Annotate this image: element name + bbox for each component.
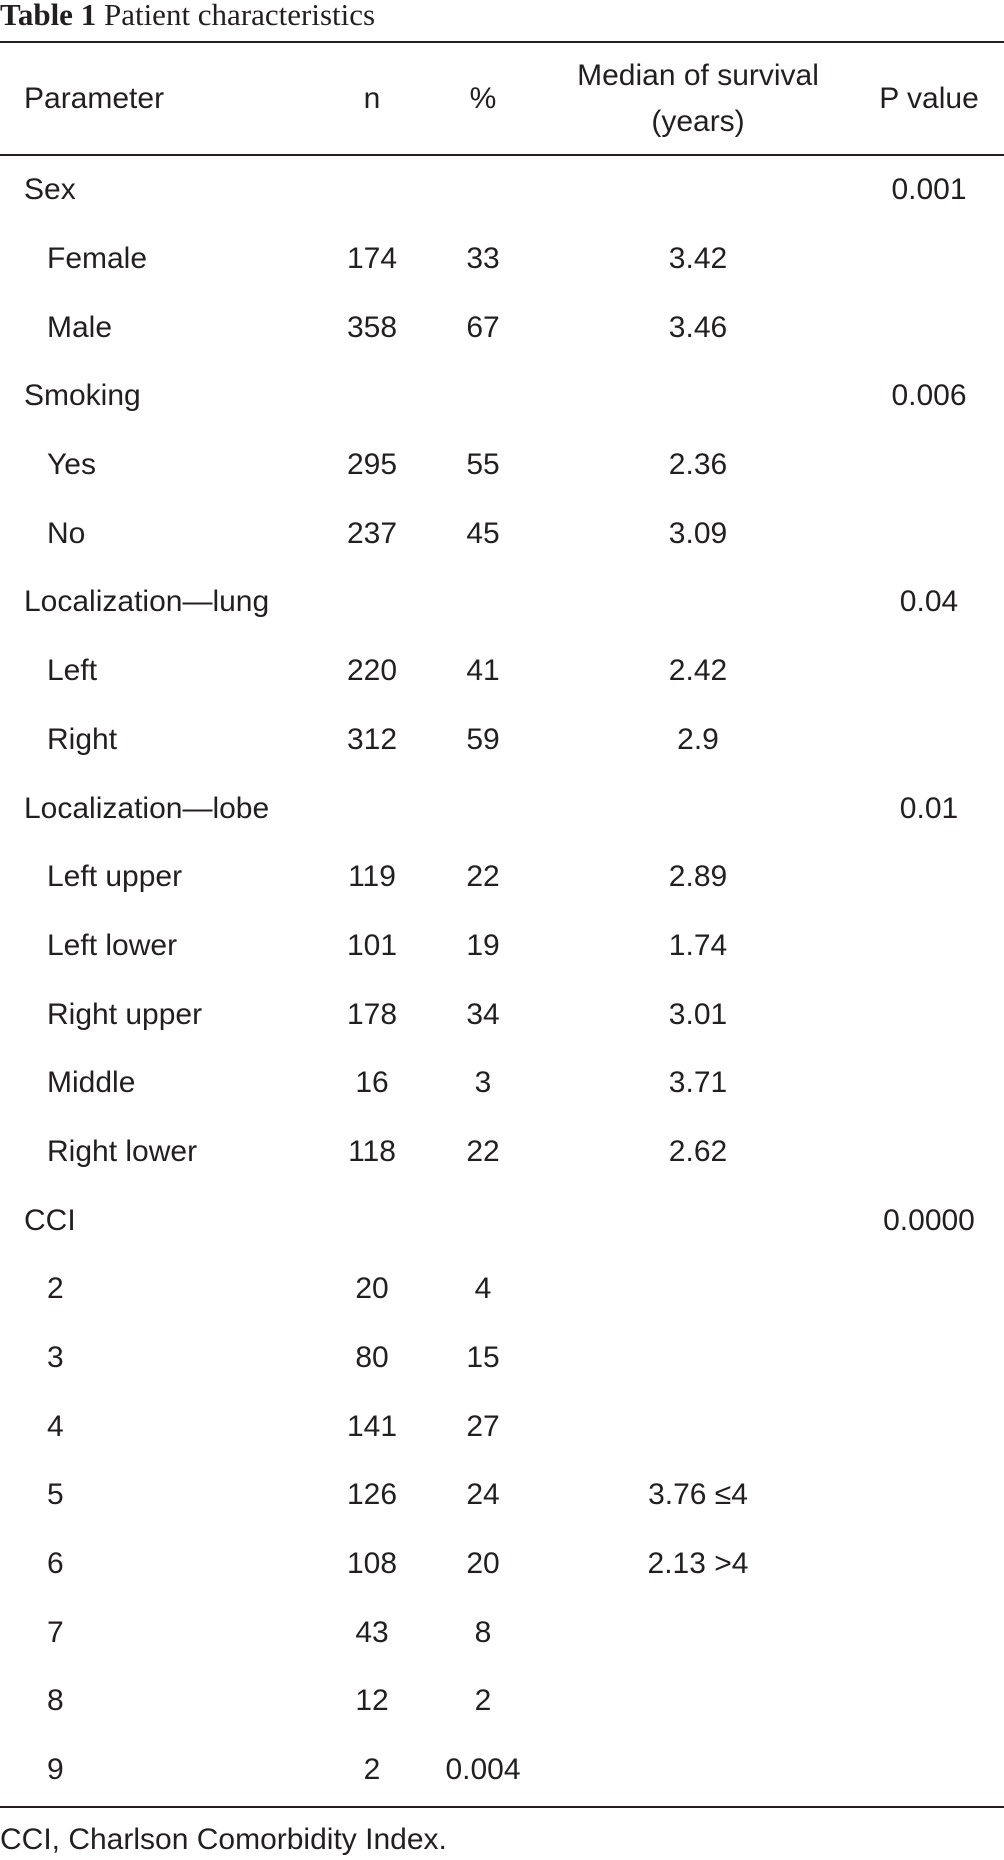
- cell-parameter: Left upper: [47, 860, 183, 894]
- table-row: [0, 706, 1004, 775]
- table-row: [0, 912, 1004, 981]
- table-group-row: [0, 1186, 1004, 1255]
- cell-percent: 41: [466, 654, 500, 688]
- cell-parameter: Sex: [24, 173, 76, 207]
- cell-percent: 24: [466, 1478, 500, 1512]
- table-group-row: [0, 156, 1004, 225]
- table-row: [0, 637, 1004, 706]
- cell-percent: 3: [474, 1066, 492, 1100]
- header-median-survival: [548, 43, 848, 154]
- cell-n: 80: [355, 1341, 389, 1375]
- cell-parameter: Right upper: [47, 997, 203, 1031]
- cell-percent: 20: [466, 1547, 500, 1581]
- table-group-row: [0, 568, 1004, 637]
- cell-n: 118: [348, 1134, 396, 1168]
- cell-p-value: [862, 1598, 996, 1667]
- cell-percent: 19: [466, 928, 500, 962]
- table-row: [0, 980, 1004, 1049]
- cell-median-survival: 3.09: [668, 516, 728, 550]
- cell-n: 2: [363, 1753, 381, 1787]
- cell-median-survival: 2.13 >4: [647, 1547, 749, 1581]
- cell-p-value: [862, 637, 996, 706]
- cell-median-survival: 1.74: [668, 928, 728, 962]
- cell-percent: 22: [466, 1134, 500, 1168]
- cell-p-value: [862, 499, 996, 568]
- cell-percent: [423, 156, 543, 225]
- cell-median-survival: 3.42: [668, 242, 728, 276]
- cell-parameter: Right: [47, 722, 118, 756]
- cell-percent: 4: [474, 1272, 492, 1306]
- table-row: [0, 1667, 1004, 1736]
- cell-n: 295: [346, 448, 398, 482]
- table-row: [0, 1255, 1004, 1324]
- cell-p-value: [862, 1667, 996, 1736]
- cell-n: [312, 568, 432, 637]
- cell-percent: 33: [466, 242, 500, 276]
- cell-parameter: 7: [47, 1615, 64, 1649]
- cell-percent: 55: [466, 448, 500, 482]
- cell-median-survival: [548, 568, 848, 637]
- cell-p-value: [862, 1324, 996, 1393]
- cell-n: [312, 1186, 432, 1255]
- cell-median-survival: [548, 1324, 848, 1393]
- table-row: [0, 1392, 1004, 1461]
- cell-parameter: Localization—lobe: [24, 791, 270, 825]
- cell-n: [312, 774, 432, 843]
- cell-median-survival: [548, 1186, 848, 1255]
- header-n: n: [363, 81, 381, 115]
- cell-median-survival: 2.9: [677, 722, 719, 756]
- cell-n: 119: [348, 860, 396, 894]
- cell-p-value: [862, 1736, 996, 1805]
- table-footnote: CCI, Charlson Comorbidity Index.: [0, 1823, 447, 1856]
- cell-parameter: Localization—lung: [24, 585, 270, 619]
- cell-p-value: [862, 1049, 996, 1118]
- cell-parameter: 3: [47, 1341, 64, 1375]
- table-group-row: [0, 362, 1004, 431]
- header-percent: %: [469, 81, 497, 115]
- cell-p-value: 0.04: [899, 585, 959, 619]
- cell-parameter: No: [47, 516, 86, 550]
- cell-n: 312: [346, 722, 398, 756]
- cell-n: [312, 156, 432, 225]
- cell-p-value: [862, 706, 996, 775]
- cell-p-value: [862, 1255, 996, 1324]
- cell-n: 126: [346, 1478, 398, 1512]
- table-row: [0, 499, 1004, 568]
- table-caption: [0, 0, 375, 34]
- cell-n: 43: [355, 1615, 389, 1649]
- cell-median-survival: [548, 362, 848, 431]
- cell-parameter: 9: [47, 1753, 64, 1787]
- cell-percent: 34: [466, 997, 500, 1031]
- table-body: [0, 156, 1004, 1805]
- table-row: [0, 431, 1004, 500]
- cell-percent: 27: [466, 1409, 500, 1443]
- cell-p-value: [862, 1392, 996, 1461]
- table-caption-title: Patient characteristics: [103, 0, 376, 32]
- cell-median-survival: 3.01: [668, 997, 728, 1031]
- cell-n: [312, 362, 432, 431]
- table-row: [0, 1118, 1004, 1187]
- cell-parameter: 4: [47, 1409, 64, 1443]
- cell-parameter: Left: [47, 654, 98, 688]
- cell-median-survival: [548, 774, 848, 843]
- table-row: [0, 1049, 1004, 1118]
- cell-percent: [423, 1186, 543, 1255]
- cell-n: 12: [355, 1684, 389, 1718]
- header-p-value: P value: [879, 81, 979, 115]
- cell-percent: 0.004: [445, 1753, 521, 1787]
- cell-median-survival: [548, 1392, 848, 1461]
- cell-percent: 15: [466, 1341, 500, 1375]
- table-row: [0, 1736, 1004, 1805]
- cell-percent: 8: [474, 1615, 492, 1649]
- cell-p-value: [862, 912, 996, 981]
- cell-p-value: [862, 431, 996, 500]
- cell-parameter: Right lower: [47, 1134, 198, 1168]
- cell-p-value: 0.0000: [883, 1203, 975, 1237]
- cell-n: 16: [355, 1066, 389, 1100]
- cell-n: 358: [346, 310, 398, 344]
- cell-n: 20: [355, 1272, 389, 1306]
- cell-percent: 59: [466, 722, 500, 756]
- cell-parameter: Smoking: [24, 379, 141, 413]
- cell-median-survival: [548, 156, 848, 225]
- cell-median-survival: 2.62: [668, 1134, 728, 1168]
- cell-percent: 67: [466, 310, 500, 344]
- table-row: [0, 225, 1004, 294]
- table-row: [0, 1461, 1004, 1530]
- cell-n: 220: [346, 654, 398, 688]
- cell-p-value: 0.001: [891, 173, 967, 207]
- cell-p-value: 0.006: [891, 379, 967, 413]
- cell-p-value: [862, 225, 996, 294]
- cell-parameter: 2: [47, 1272, 64, 1306]
- table-group-row: [0, 774, 1004, 843]
- cell-parameter: Male: [47, 310, 113, 344]
- cell-p-value: [862, 1118, 996, 1187]
- cell-percent: [423, 362, 543, 431]
- cell-median-survival: [548, 1667, 848, 1736]
- cell-p-value: [862, 843, 996, 912]
- cell-median-survival: [548, 1598, 848, 1667]
- cell-p-value: [862, 1461, 996, 1530]
- cell-percent: 2: [474, 1684, 492, 1718]
- cell-parameter: Middle: [47, 1066, 136, 1100]
- cell-n: 178: [346, 997, 398, 1031]
- table-bottom-rule: [0, 1806, 1004, 1808]
- cell-n: 237: [346, 516, 398, 550]
- cell-n: 174: [346, 242, 398, 276]
- cell-parameter: Left lower: [47, 928, 178, 962]
- cell-p-value: [862, 980, 996, 1049]
- cell-parameter: 8: [47, 1684, 64, 1718]
- cell-median-survival: [548, 1255, 848, 1324]
- table-row: [0, 1530, 1004, 1599]
- cell-percent: [423, 774, 543, 843]
- cell-p-value: [862, 1530, 996, 1599]
- cell-n: 141: [346, 1409, 398, 1443]
- header-median-line1: Median of survival: [577, 58, 819, 92]
- table-row: [0, 843, 1004, 912]
- cell-median-survival: 2.42: [668, 654, 728, 688]
- cell-parameter: Female: [47, 242, 148, 276]
- table-caption-label: Table 1: [0, 0, 97, 32]
- table-row: [0, 1324, 1004, 1393]
- cell-n: 101: [346, 928, 398, 962]
- cell-parameter: 6: [47, 1547, 64, 1581]
- table-header: [0, 43, 1004, 154]
- cell-percent: 45: [466, 516, 500, 550]
- cell-median-survival: 2.89: [668, 860, 728, 894]
- table-row: [0, 1598, 1004, 1667]
- table-row: [0, 293, 1004, 362]
- cell-parameter: 5: [47, 1478, 64, 1512]
- cell-median-survival: 3.76 ≤4: [648, 1478, 748, 1512]
- cell-percent: 22: [466, 860, 500, 894]
- cell-parameter: CCI: [24, 1203, 76, 1237]
- cell-n: 108: [346, 1547, 398, 1581]
- cell-percent: [423, 568, 543, 637]
- cell-median-survival: 3.46: [668, 310, 728, 344]
- cell-median-survival: [548, 1736, 848, 1805]
- header-parameter: Parameter: [24, 81, 165, 115]
- cell-parameter: Yes: [47, 448, 96, 482]
- header-median-line2: (years): [651, 104, 745, 138]
- cell-p-value: [862, 293, 996, 362]
- cell-p-value: 0.01: [899, 791, 959, 825]
- cell-median-survival: 3.71: [668, 1066, 728, 1100]
- cell-median-survival: 2.36: [668, 448, 728, 482]
